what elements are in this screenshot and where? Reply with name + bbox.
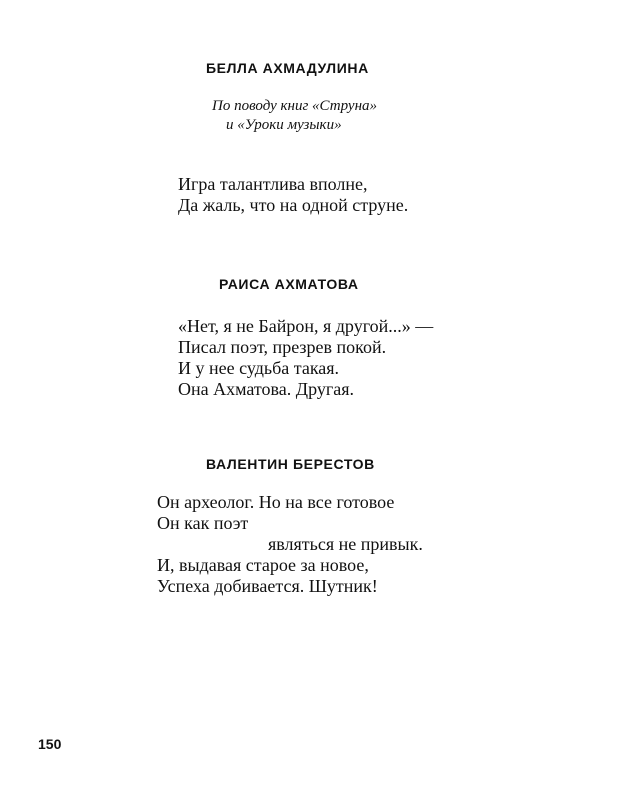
poem-line: Успеха добивается. Шутник! <box>157 576 378 596</box>
poem-line: Игра талантлива вполне, <box>178 174 368 194</box>
section-3-poem <box>157 492 423 597</box>
section-1-poem <box>178 174 408 216</box>
epigraph-line: По поводу книг «Струна» <box>212 98 378 114</box>
poem-line: Да жаль, что на одной струне. <box>178 195 409 215</box>
section-1-author-heading: БЕЛЛА АХМАДУЛИНА <box>206 60 369 76</box>
page-number: 150 <box>38 736 62 752</box>
poem-line: И, выдавая старое за новое, <box>157 555 369 575</box>
poem-line: И у нее судьба такая. <box>178 358 340 378</box>
poem-line: «Нет, я не Байрон, я другой...» — <box>178 316 434 336</box>
section-3-author-heading: ВАЛЕНТИН БЕРЕСТОВ <box>206 456 375 472</box>
poem-line: являться не привык. <box>268 534 423 554</box>
section-2-author-heading: РАИСА АХМАТОВА <box>219 276 359 292</box>
epigraph-line: и «Уроки музыки» <box>226 117 342 133</box>
poem-line: Писал поэт, презрев покой. <box>178 337 387 357</box>
poem-line: Она Ахматова. Другая. <box>178 379 354 399</box>
section-1-epigraph <box>212 97 377 135</box>
section-2-poem <box>178 316 433 400</box>
poem-line: Он археолог. Но на все готовое <box>157 492 395 512</box>
poem-line: Он как поэт <box>157 513 249 533</box>
